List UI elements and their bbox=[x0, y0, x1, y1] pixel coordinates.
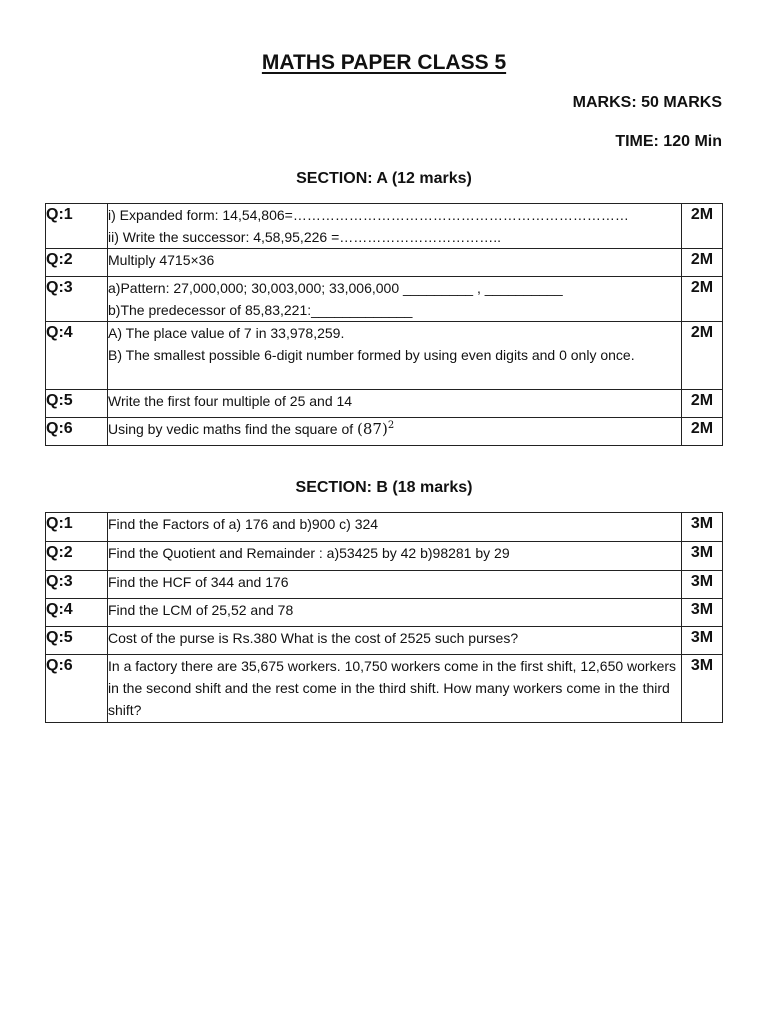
table-row bbox=[46, 599, 723, 627]
question-number: Q:5 bbox=[46, 627, 108, 655]
question-number: Q:3 bbox=[46, 571, 108, 599]
section-a-table bbox=[45, 203, 723, 446]
question-number: Q:3 bbox=[46, 277, 108, 322]
section-b-table bbox=[45, 512, 723, 723]
question-number: Q:2 bbox=[46, 249, 108, 277]
table-row bbox=[46, 571, 723, 599]
question-text bbox=[108, 390, 682, 418]
question-marks: 3M bbox=[682, 627, 723, 655]
question-number: Q:5 bbox=[46, 390, 108, 418]
question-marks: 2M bbox=[682, 390, 723, 418]
question-marks: 2M bbox=[682, 418, 723, 446]
table-row bbox=[46, 655, 723, 723]
question-text bbox=[108, 204, 682, 249]
math-exponent: 2 bbox=[387, 420, 395, 431]
question-marks: 3M bbox=[682, 599, 723, 627]
question-line: ii) Write the successor: 4,58,95,226 =…………………………….. bbox=[108, 229, 502, 245]
math-expression bbox=[357, 420, 394, 438]
table-row bbox=[46, 249, 723, 277]
question-number: Q:2 bbox=[46, 542, 108, 571]
table-row bbox=[46, 277, 723, 322]
table-row bbox=[46, 542, 723, 571]
question-marks: 2M bbox=[682, 204, 723, 249]
question-marks: 3M bbox=[682, 655, 723, 723]
section-a-heading: SECTION: A (12 marks) bbox=[296, 170, 472, 187]
question-line: a)Pattern: 27,000,000; 30,003,000; 33,006,000 _________ , __________ bbox=[108, 280, 563, 296]
question-marks: 3M bbox=[682, 513, 723, 542]
page-title bbox=[0, 49, 768, 77]
question-text: Find the Quotient and Remainder : a)53425 by 42 b)98281 by 29 bbox=[108, 542, 682, 571]
question-line: B) The smallest possible 6-digit number formed by using even digits and 0 only once. bbox=[108, 347, 635, 363]
question-text: Find the Factors of a) 176 and b)900 c) 324 bbox=[108, 513, 682, 542]
total-marks: MARKS: 50 MARKS bbox=[572, 94, 722, 111]
question-line: Write the first four multiple of 25 and 14 bbox=[108, 393, 353, 409]
question-number: Q:1 bbox=[46, 204, 108, 249]
question-number: Q:1 bbox=[46, 513, 108, 542]
question-marks: 2M bbox=[682, 322, 723, 390]
question-text: Find the HCF of 344 and 176 bbox=[108, 571, 682, 599]
question-text: In a factory there are 35,675 workers. 10,750 workers come in the first shift, 12,650 workers in the second shift and the rest come in the third shift. How many workers come in the third shift? bbox=[108, 655, 682, 723]
question-text bbox=[108, 322, 682, 390]
question-text bbox=[108, 418, 682, 446]
question-marks: 3M bbox=[682, 542, 723, 571]
table-row bbox=[46, 418, 723, 446]
question-number: Q:4 bbox=[46, 322, 108, 390]
table-row bbox=[46, 204, 723, 249]
question-text: Cost of the purse is Rs.380 What is the cost of 2525 such purses? bbox=[108, 627, 682, 655]
question-marks: 2M bbox=[682, 249, 723, 277]
section-b-heading: SECTION: B (18 marks) bbox=[295, 479, 473, 496]
question-number: Q:6 bbox=[46, 655, 108, 723]
table-row bbox=[46, 627, 723, 655]
question-line: Multiply 4715×36 bbox=[108, 252, 215, 268]
table-row bbox=[46, 513, 723, 542]
question-line: Using by vedic maths find the square of bbox=[108, 421, 354, 437]
question-line: b)The predecessor of 85,83,221:_____________ bbox=[108, 302, 413, 318]
question-number: Q:6 bbox=[46, 418, 108, 446]
math-base: (87) bbox=[357, 420, 388, 438]
question-text bbox=[108, 277, 682, 322]
time-allowed: TIME: 120 Min bbox=[615, 133, 722, 150]
title-text: MATHS PAPER CLASS 5 bbox=[261, 51, 507, 74]
table-row bbox=[46, 390, 723, 418]
question-text bbox=[108, 249, 682, 277]
table-row bbox=[46, 322, 723, 390]
question-number: Q:4 bbox=[46, 599, 108, 627]
question-text: Find the LCM of 25,52 and 78 bbox=[108, 599, 682, 627]
question-marks: 2M bbox=[682, 277, 723, 322]
question-marks: 3M bbox=[682, 571, 723, 599]
question-line: i) Expanded form: 14,54,806=……………………………………………………………… bbox=[108, 207, 629, 223]
question-line: A) The place value of 7 in 33,978,259. bbox=[108, 325, 345, 341]
